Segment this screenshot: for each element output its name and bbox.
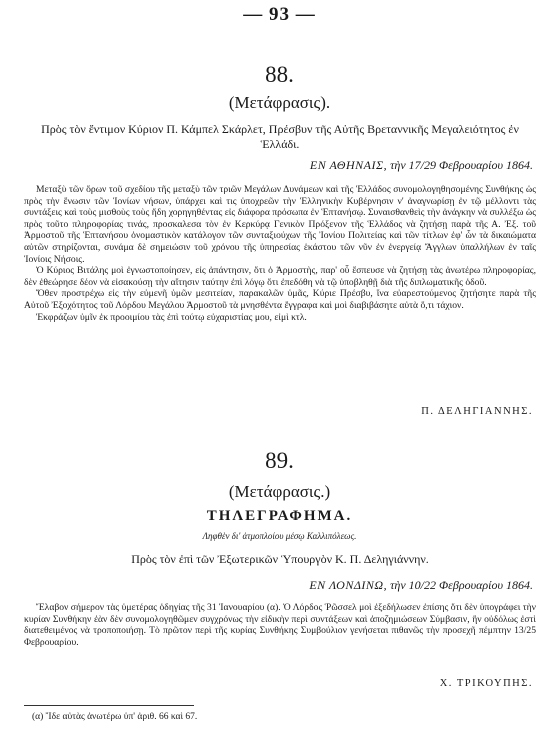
doc89-body xyxy=(24,602,536,648)
doc89-date-rest: τὴν 10/22 Φεβρουαρίου 1864. xyxy=(390,578,533,592)
doc89-paragraph-1: Ἔλαβον σήμερον τὰς ὑμετέρας ὁδηγίας τῆς 31 Ἰανουαρίου (α). Ὁ Λόρδος Ῥῶσσελ μοὶ ἐξεδήλωσεν ἐπίσης ὅτι δὲν ὑπογράφει τὴν κυρίαν Συνθήκην ἐὰν δὲν συνομολογηθῶμεν συγχρόνως τὴν εἰδικὴν περὶ συντάξεων καὶ ἀποζημιώσεων Σύμβασιν, ἣν οὐδόλως ἐστὶ διατεθειμένος νὰ τροποποιήσῃ. Τὸ πρῶτον περὶ τῆς κυρίας Συνθήκης Συμβούλιον γενήσεται πιθανῶς τὴν προσεχῆ πέμπτην 13/25 Φεβρουαρίου. xyxy=(24,602,536,648)
doc89-date-place: ΕΝ ΛΟΝΔΙΝΩ, xyxy=(309,578,388,592)
doc88-paragraph-3: Ὅθεν προστρέχω εἰς τὴν εὐμενῆ ὑμῶν μεσιτείαν, παρακαλῶν ὑμᾶς, Κύριε Πρέσβυ, ἵνα εὐαρεστούμενος ζητήσητε παρὰ τῆς Αὐτοῦ Ἐξοχότητος τοῦ Λόρδου Μεγάλου Ἁρμοστοῦ τὰ μνησθέντα ἔγγραφα καὶ μοὶ διαβιβάσητε αὐτὰ ὅ,τι τάχιον. xyxy=(24,288,536,311)
doc88-addressee: Πρὸς τὸν ἔντιμον Κύριον Π. Κάμπελ Σκάρλετ, Πρέσβυν τῆς Αὐτῆς Βρεταννικῆς Μεγαλειότητος ἐν Ἑλλάδι. xyxy=(41,122,519,151)
doc88-number: 88. xyxy=(265,62,294,87)
doc88-subtitle: (Μετάφρασις). xyxy=(228,93,331,112)
doc89-signature: Χ. ΤΡΙΚΟΥΠΗΣ. xyxy=(439,678,533,689)
doc88-paragraph-2: Ὁ Κύριος Βιτάλης μοὶ ἐγνωστοποίησεν, εἰς ἀπάντησιν, ὅτι ὁ Ἁρμοστὴς, παρ' οὗ ἔσπευσε νὰ ζητήσῃ τὰς ἀνωτέρω πληροφορίας, δὲν ἐθεώρησε δέον νὰ εἰσακούσῃ τὴν αἴτησιν ταύτην ἐπὶ λόγῳ ὅτι ἐπεδόθη νὰ τῷ ὑποβληθῇ διὰ τῆς διπλωματικῆς ὁδοῦ. xyxy=(24,265,536,288)
doc88-dateline xyxy=(310,158,533,173)
doc89-title: ΤΗΛΕΓΡΑΦΗΜΑ. xyxy=(206,508,353,524)
doc88-paragraph-1: Μεταξὺ τῶν ὅρων τοῦ σχεδίου τῆς μεταξὺ τῶν τριῶν Μεγάλων Δυνάμεων καὶ τῆς Ἑλλάδος συνομολογηθησομένης Συνθήκης ὡς πρὸς τὴν ἕνωσιν τῶν Ἰονίων νήσων, ὑπάρχει καὶ τις ὑποχρεῶν τὴν Ἑλληνικὴν Κυβέρνησιν ν' ἀναγνωρίσῃ ἐν τῷ μέλλοντι τὰς συντάξεις καὶ τοὺς μισθοὺς τοὺς ἤδη χορηγηθέντας εἰς διάφορα πρόσωπα ἐν Ἑπτανήσῳ. Συναισθανθεὶς τὴν ἀνάγκην νὰ συλλέξω ὡς πρὸς τοῦτο πληροφορίας τινάς, προσκαλεσα τὸν ἐν Κερκύρᾳ Γενικὸν Πρόξενον τῆς Ἑλλάδος νὰ ζητήσῃ παρὰ τῆς Α. Ἐξ. τοῦ Ἁρμοστοῦ τῆς Ἑπτανήσου ὀνομαστικὸν κατάλογον τῶν συνταξιούχων τῆς Ἰονίου Πολιτείας καὶ τῶν τίτλων ἐφ' ὧν τὰ δικαιώματα αὐτῶν στηρίζονται, συνάμα δὲ σημειώσιν τοῦ χρόνου τῆς ὑπηρεσίας ἑκάστου τῶν νῦν ἐν ἐνεργείᾳ Ἄγγλων ὑπαλλήλων ἐν ταῖς Ἰονίοις Νήσοις. xyxy=(24,184,536,265)
footnote-divider xyxy=(24,705,194,706)
doc88-date-place: ΕΝ ΑΘΗΝΑΙΣ, xyxy=(309,158,388,172)
footnote: (α) Ἴδε αὐτὰς ἀνωτέρω ὑπ' ἀριθ. 66 καὶ 67. xyxy=(32,712,198,722)
doc89-addressee: Πρὸς τὸν ἐπὶ τῶν Ἐξωτερικῶν Ὑπουργὸν Κ. Π. Δεληγιάννην. xyxy=(131,552,429,566)
doc88-body xyxy=(24,184,536,323)
doc89-dateline xyxy=(309,578,533,593)
doc88-signature: Π. ΔΕΛΗΓΙΑΝΝΗΣ. xyxy=(421,406,533,417)
doc89-note: Ληφθὲν δι' ἀτμοπλοίου μέσῳ Καλλιπόλεως. xyxy=(202,531,357,541)
doc89-number: 89. xyxy=(265,448,294,473)
doc88-date-rest: τὴν 17/29 Φεβρουαρίου 1864. xyxy=(390,158,533,172)
page-number: — 93 — xyxy=(243,4,316,25)
doc89-subtitle: (Μετάφρασις.) xyxy=(228,482,331,501)
doc88-paragraph-4: Ἐκφράζων ὑμῖν ἐκ προοιμίου τὰς ἐπὶ τούτῳ εὐχαριστίας μου, εἰμὶ κτλ. xyxy=(36,311,307,323)
